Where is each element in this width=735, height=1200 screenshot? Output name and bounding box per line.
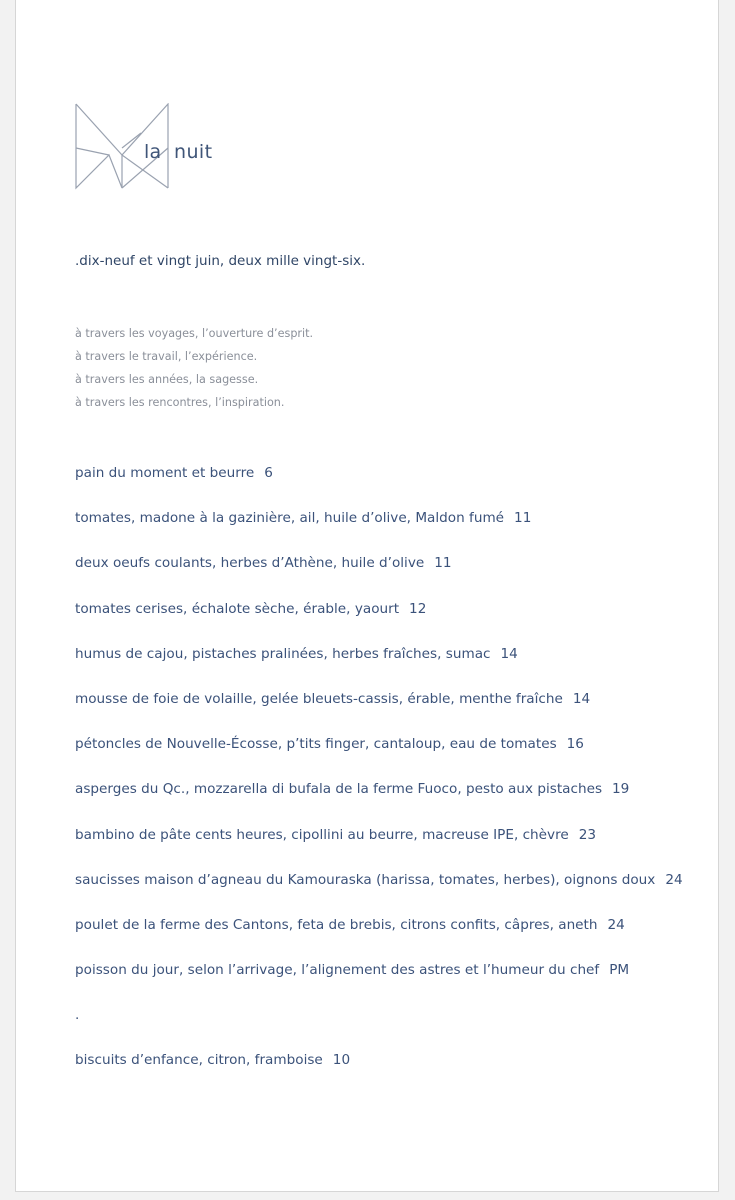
- menu-item-name: tomates, madone à la gazinière, ail, huile d’olive, Maldon fumé: [75, 510, 505, 527]
- menu-item-price: 11: [434, 555, 452, 572]
- menu-item-price: 19: [612, 781, 630, 798]
- menu-item-price: PM: [609, 962, 630, 979]
- menu-item-price: 14: [500, 645, 518, 662]
- separator-dot: .: [75, 1007, 80, 1024]
- menu-item-name: poulet de la ferme des Cantons, feta de brebis, citrons confits, câpres, aneth: [75, 916, 598, 933]
- menu-item-name: pain du moment et beurre: [75, 465, 255, 481]
- menu-item: [75, 463, 683, 508]
- menu-item-price: 6: [264, 465, 273, 481]
- menu-item-price: 14: [572, 690, 591, 707]
- menu-item: [75, 779, 683, 824]
- menu-item: [75, 599, 683, 644]
- logo-text-nuit: nuit: [174, 141, 213, 163]
- menu-item-price: 10: [332, 1052, 351, 1069]
- menu-separator: [75, 1005, 683, 1050]
- menu-item: [75, 553, 683, 598]
- intro-line: à travers les années, la sagesse.: [75, 373, 259, 386]
- intro-line: à travers les rencontres, l’inspiration.: [75, 396, 285, 409]
- menu-item-price: 12: [409, 600, 427, 617]
- menu-item: [75, 644, 683, 689]
- menu-item: [75, 915, 683, 960]
- menu-item-name: humus de cajou, pistaches pralinées, herbes fraîches, sumac: [75, 645, 491, 662]
- menu-item: [75, 689, 683, 734]
- menu-item-price: 23: [578, 826, 597, 843]
- menu-item: [75, 960, 683, 1005]
- intro-verses: [75, 326, 313, 418]
- logo-text-la: la: [144, 141, 162, 163]
- event-date: .dix-neuf et vingt juin, deux mille vingt-six.: [75, 253, 366, 269]
- restaurant-logo: [75, 103, 235, 193]
- menu-item: [75, 508, 683, 553]
- menu-item-name: mousse de foie de volaille, gelée bleuets-cassis, érable, menthe fraîche: [75, 690, 563, 707]
- intro-line: à travers le travail, l’expérience.: [75, 350, 258, 363]
- menu-page: [15, 0, 719, 1192]
- menu-item-name: saucisses maison d’agneau du Kamouraska (harissa, tomates, herbes), oignons doux: [75, 871, 656, 888]
- menu-item-price: 11: [514, 510, 532, 527]
- menu-item-name: deux oeufs coulants, herbes d’Athène, huile d’olive: [75, 555, 425, 572]
- menu-item: [75, 1050, 683, 1095]
- menu-item: [75, 734, 683, 779]
- menu-item-name: bambino de pâte cents heures, cipollini au beurre, macreuse IPE, chèvre: [75, 826, 569, 843]
- menu-item-price: 16: [566, 736, 584, 753]
- menu-item-name: tomates cerises, échalote sèche, érable, yaourt: [75, 600, 400, 617]
- menu-item-name: pétoncles de Nouvelle-Écosse, p’tits finger, cantaloup, eau de tomates: [75, 736, 557, 753]
- menu-item-name: asperges du Qc., mozzarella di bufala de la ferme Fuoco, pesto aux pistaches: [75, 781, 603, 798]
- menu-list: [75, 463, 683, 1096]
- menu-item: [75, 870, 683, 915]
- menu-item-name: poisson du jour, selon l’arrivage, l’alignement des astres et l’humeur du chef: [75, 962, 600, 979]
- menu-item: [75, 825, 683, 870]
- menu-item-price: 24: [665, 871, 683, 888]
- menu-item-price: 24: [607, 916, 625, 933]
- menu-item-name: biscuits d’enfance, citron, framboise: [75, 1052, 323, 1069]
- intro-line: à travers les voyages, l’ouverture d’esprit.: [75, 327, 314, 340]
